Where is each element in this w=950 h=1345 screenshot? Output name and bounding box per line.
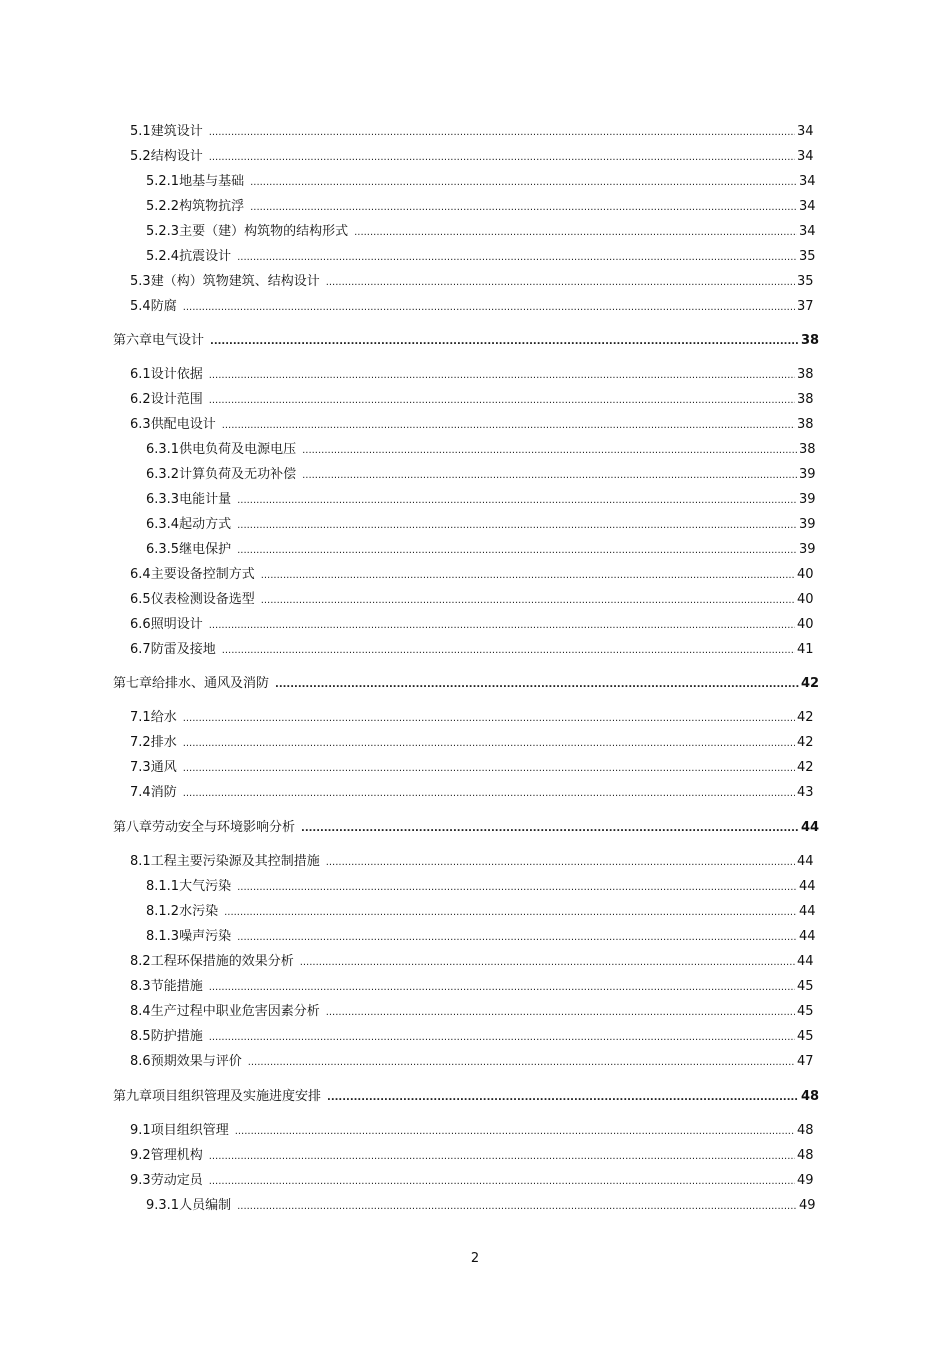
toc-entry-row[interactable] bbox=[130, 270, 813, 290]
toc-entry-row[interactable] bbox=[130, 706, 813, 726]
toc-dot-leader bbox=[275, 679, 799, 690]
toc-number: 8.4 bbox=[130, 1004, 151, 1019]
toc-number: 第六章 bbox=[113, 333, 153, 348]
toc-page-number: 44 bbox=[799, 879, 816, 894]
toc-title: 构筑物抗浮 bbox=[179, 199, 245, 214]
toc-title: 防护措施 bbox=[150, 1029, 203, 1044]
toc-entry-row[interactable] bbox=[130, 363, 813, 383]
toc-page-number: 47 bbox=[797, 1054, 814, 1069]
toc-page-number: 41 bbox=[797, 642, 814, 657]
toc-dot-leader bbox=[183, 738, 795, 749]
toc-page-number: 44 bbox=[799, 929, 816, 944]
toc-dot-leader bbox=[237, 495, 797, 506]
toc-title: 起动方式 bbox=[179, 517, 232, 532]
toc-dot-leader bbox=[210, 336, 799, 347]
toc-chapter-row[interactable] bbox=[113, 329, 820, 349]
toc-page-number: 48 bbox=[797, 1123, 814, 1138]
toc-page-number: 34 bbox=[797, 124, 814, 139]
toc-entry-row[interactable] bbox=[130, 1169, 813, 1189]
toc-entry-row[interactable] bbox=[130, 1050, 813, 1070]
toc-dot-leader bbox=[250, 177, 797, 188]
toc-number: 8.1.1 bbox=[146, 879, 180, 894]
toc-title: 电气设计 bbox=[152, 333, 205, 348]
toc-number: 5.2.4 bbox=[146, 249, 180, 264]
toc-number: 6.3 bbox=[130, 417, 151, 432]
toc-page-number: 35 bbox=[797, 274, 814, 289]
toc-title: 工程主要污染源及其控制措施 bbox=[150, 854, 320, 869]
toc-title: 继电保护 bbox=[179, 542, 232, 557]
toc-page-number: 38 bbox=[797, 417, 814, 432]
toc-dot-leader bbox=[301, 823, 799, 834]
toc-title: 电能计量 bbox=[179, 492, 232, 507]
toc-dot-leader bbox=[237, 520, 797, 531]
toc-entry-row[interactable] bbox=[130, 413, 813, 433]
toc-dot-leader bbox=[183, 302, 795, 313]
toc-page-number: 49 bbox=[799, 1198, 816, 1213]
toc-entry-row[interactable] bbox=[130, 950, 813, 970]
toc-entry-row[interactable] bbox=[130, 850, 813, 870]
toc-page-number: 39 bbox=[799, 467, 816, 482]
toc-title: 劳动安全与环境影响分析 bbox=[152, 820, 296, 835]
toc-page-number: 40 bbox=[797, 592, 814, 607]
toc-dot-leader bbox=[326, 1007, 795, 1018]
toc-dot-leader bbox=[248, 1057, 795, 1068]
toc-entry-row[interactable] bbox=[130, 975, 813, 995]
toc-title: 仪表检测设备选型 bbox=[150, 592, 255, 607]
toc-title: 供配电设计 bbox=[150, 417, 216, 432]
toc-dot-leader bbox=[354, 227, 797, 238]
toc-page-number: 40 bbox=[797, 617, 814, 632]
toc-entry-row[interactable] bbox=[146, 875, 815, 895]
toc-number: 8.3 bbox=[130, 979, 151, 994]
toc-number: 5.3 bbox=[130, 274, 151, 289]
toc-chapter-row[interactable] bbox=[113, 1085, 820, 1105]
toc-number: 8.5 bbox=[130, 1029, 151, 1044]
toc-entry-row[interactable] bbox=[146, 195, 815, 215]
toc-entry-row[interactable] bbox=[130, 613, 813, 633]
toc-page-number: 44 bbox=[801, 820, 820, 835]
toc-dot-leader bbox=[302, 470, 797, 481]
toc-entry-row[interactable] bbox=[130, 1000, 813, 1020]
toc-dot-leader bbox=[209, 620, 795, 631]
toc-dot-leader bbox=[237, 882, 797, 893]
toc-number: 6.1 bbox=[130, 367, 151, 382]
toc-number: 8.2 bbox=[130, 954, 151, 969]
toc-number: 8.6 bbox=[130, 1054, 151, 1069]
toc-entry-row[interactable] bbox=[130, 1144, 813, 1164]
toc-dot-leader bbox=[237, 545, 797, 556]
toc-dot-leader bbox=[237, 1201, 797, 1212]
toc-page-number: 39 bbox=[799, 492, 816, 507]
toc-title: 建筑设计 bbox=[150, 124, 203, 139]
toc-dot-leader bbox=[327, 1092, 799, 1103]
toc-title: 项目组织管理及实施进度安排 bbox=[152, 1089, 322, 1104]
toc-dot-leader bbox=[209, 152, 795, 163]
toc-page-number: 45 bbox=[797, 1004, 814, 1019]
toc-entry-row[interactable] bbox=[130, 781, 813, 801]
toc-title: 管理机构 bbox=[150, 1148, 203, 1163]
toc-entry-row[interactable] bbox=[130, 1119, 813, 1139]
toc-number: 5.2.3 bbox=[146, 224, 180, 239]
toc-dot-leader bbox=[209, 395, 795, 406]
toc-title: 主要设备控制方式 bbox=[150, 567, 255, 582]
toc-page-number: 42 bbox=[797, 735, 814, 750]
toc-title: 工程环保措施的效果分析 bbox=[150, 954, 294, 969]
toc-entry-row[interactable] bbox=[130, 145, 813, 165]
toc-title: 消防 bbox=[150, 785, 177, 800]
toc-dot-leader bbox=[237, 932, 797, 943]
toc-title: 供电负荷及电源电压 bbox=[179, 442, 297, 457]
toc-number: 5.4 bbox=[130, 299, 151, 314]
toc-number: 6.3.3 bbox=[146, 492, 180, 507]
toc-title: 防腐 bbox=[150, 299, 177, 314]
toc-title: 节能措施 bbox=[150, 979, 203, 994]
toc-page-number: 38 bbox=[801, 333, 820, 348]
toc-number: 8.1.3 bbox=[146, 929, 180, 944]
toc-number: 6.3.4 bbox=[146, 517, 180, 532]
toc-number: 5.1 bbox=[130, 124, 151, 139]
toc-number: 9.3.1 bbox=[146, 1198, 180, 1213]
toc-number: 6.3.2 bbox=[146, 467, 180, 482]
toc-entry-row[interactable] bbox=[146, 513, 815, 533]
toc-page-number: 38 bbox=[797, 392, 814, 407]
toc-page-number: 42 bbox=[797, 710, 814, 725]
toc-dot-leader bbox=[237, 252, 797, 263]
toc-dot-leader bbox=[209, 370, 795, 381]
toc-title: 设计范围 bbox=[150, 392, 203, 407]
toc-page-number: 48 bbox=[797, 1148, 814, 1163]
toc-page-number: 42 bbox=[801, 676, 820, 691]
toc-dot-leader bbox=[326, 857, 795, 868]
toc-number: 6.3.1 bbox=[146, 442, 180, 457]
toc-dot-leader bbox=[235, 1126, 795, 1137]
toc-title: 计算负荷及无功补偿 bbox=[179, 467, 297, 482]
toc-entry-row[interactable] bbox=[130, 1025, 813, 1045]
toc-page-number: 37 bbox=[797, 299, 814, 314]
toc-number: 9.1 bbox=[130, 1123, 151, 1138]
toc-title: 设计依据 bbox=[150, 367, 203, 382]
toc-page-number: 44 bbox=[797, 854, 814, 869]
toc-title: 大气污染 bbox=[179, 879, 232, 894]
toc-title: 劳动定员 bbox=[150, 1173, 203, 1188]
toc-dot-leader bbox=[261, 595, 795, 606]
toc-page-number: 42 bbox=[797, 760, 814, 775]
toc-number: 5.2.2 bbox=[146, 199, 180, 214]
toc-number: 6.6 bbox=[130, 617, 151, 632]
toc-number: 6.3.5 bbox=[146, 542, 180, 557]
toc-title: 噪声污染 bbox=[179, 929, 232, 944]
toc-title: 项目组织管理 bbox=[150, 1123, 229, 1138]
toc-entry-row[interactable] bbox=[146, 245, 815, 265]
toc-page-number: 39 bbox=[799, 542, 816, 557]
toc-dot-leader bbox=[209, 127, 795, 138]
toc-dot-leader bbox=[222, 420, 795, 431]
toc-number: 7.4 bbox=[130, 785, 151, 800]
toc-entry-row[interactable] bbox=[146, 488, 815, 508]
toc-title: 人员编制 bbox=[179, 1198, 232, 1213]
toc-number: 5.2.1 bbox=[146, 174, 180, 189]
page-number: 2 bbox=[470, 1251, 480, 1266]
toc-page-number: 49 bbox=[797, 1173, 814, 1188]
toc-dot-leader bbox=[300, 957, 795, 968]
toc-title: 生产过程中职业危害因素分析 bbox=[150, 1004, 320, 1019]
toc-entry-row[interactable] bbox=[130, 588, 813, 608]
toc-entry-row[interactable] bbox=[130, 756, 813, 776]
toc-page-number: 44 bbox=[797, 954, 814, 969]
toc-page-number: 44 bbox=[799, 904, 816, 919]
toc-page-number: 34 bbox=[799, 174, 816, 189]
toc-chapter-row[interactable] bbox=[113, 672, 820, 692]
toc-number: 第七章 bbox=[113, 676, 153, 691]
toc-page-number: 39 bbox=[799, 517, 816, 532]
toc-number: 5.2 bbox=[130, 149, 151, 164]
toc-number: 6.4 bbox=[130, 567, 151, 582]
toc-title: 照明设计 bbox=[150, 617, 203, 632]
toc-title: 抗震设计 bbox=[179, 249, 232, 264]
toc-title: 地基与基础 bbox=[179, 174, 245, 189]
toc-title: 水污染 bbox=[179, 904, 219, 919]
toc-page-number: 38 bbox=[797, 367, 814, 382]
toc-dot-leader bbox=[183, 763, 795, 774]
toc-dot-leader bbox=[209, 1176, 795, 1187]
toc-number: 第八章 bbox=[113, 820, 153, 835]
toc-entry-row[interactable] bbox=[146, 900, 815, 920]
toc-dot-leader bbox=[302, 445, 797, 456]
toc-entry-row[interactable] bbox=[130, 731, 813, 751]
toc-number: 6.7 bbox=[130, 642, 151, 657]
toc-page-number: 48 bbox=[801, 1089, 820, 1104]
toc-entry-row[interactable] bbox=[146, 1194, 815, 1214]
toc-dot-leader bbox=[209, 1151, 795, 1162]
toc-dot-leader bbox=[326, 277, 795, 288]
toc-number: 6.2 bbox=[130, 392, 151, 407]
toc-page-number: 40 bbox=[797, 567, 814, 582]
toc-number: 7.2 bbox=[130, 735, 151, 750]
toc-dot-leader bbox=[183, 713, 795, 724]
toc-number: 第九章 bbox=[113, 1089, 153, 1104]
toc-page-number: 34 bbox=[799, 199, 816, 214]
toc-title: 主要（建）构筑物的结构形式 bbox=[179, 224, 349, 239]
toc-page-number: 34 bbox=[797, 149, 814, 164]
toc-dot-leader bbox=[261, 570, 795, 581]
toc-title: 排水 bbox=[150, 735, 177, 750]
toc-page-number: 38 bbox=[799, 442, 816, 457]
toc-entry-row[interactable] bbox=[130, 563, 813, 583]
toc-entry-row[interactable] bbox=[146, 925, 815, 945]
toc-number: 6.5 bbox=[130, 592, 151, 607]
toc-title: 预期效果与评价 bbox=[150, 1054, 242, 1069]
toc-page-number: 45 bbox=[797, 979, 814, 994]
toc-dot-leader bbox=[250, 202, 797, 213]
toc-chapter-row[interactable] bbox=[113, 816, 820, 836]
toc-title: 防雷及接地 bbox=[150, 642, 216, 657]
toc-page-number: 45 bbox=[797, 1029, 814, 1044]
toc-number: 9.2 bbox=[130, 1148, 151, 1163]
toc-title: 给排水、通风及消防 bbox=[152, 676, 270, 691]
toc-title: 通风 bbox=[150, 760, 177, 775]
toc-page-number: 35 bbox=[799, 249, 816, 264]
toc-number: 7.3 bbox=[130, 760, 151, 775]
toc-number: 7.1 bbox=[130, 710, 151, 725]
toc-dot-leader bbox=[222, 645, 795, 656]
toc-number: 8.1.2 bbox=[146, 904, 180, 919]
toc-dot-leader bbox=[183, 788, 795, 799]
toc-page-number: 43 bbox=[797, 785, 814, 800]
toc-entry-row[interactable] bbox=[146, 463, 815, 483]
toc-entry-row[interactable] bbox=[146, 170, 815, 190]
toc-title: 给水 bbox=[150, 710, 177, 725]
toc-dot-leader bbox=[209, 982, 795, 993]
toc-entry-row[interactable] bbox=[130, 295, 813, 315]
toc-number: 8.1 bbox=[130, 854, 151, 869]
toc-number: 9.3 bbox=[130, 1173, 151, 1188]
toc-entry-row[interactable] bbox=[146, 538, 815, 558]
toc-entry-row[interactable] bbox=[146, 220, 815, 240]
toc-page-number: 34 bbox=[799, 224, 816, 239]
toc-title: 结构设计 bbox=[150, 149, 203, 164]
toc-entry-row[interactable] bbox=[130, 388, 813, 408]
toc-title: 建（构）筑物建筑、结构设计 bbox=[150, 274, 320, 289]
toc-dot-leader bbox=[224, 907, 797, 918]
toc-entry-row[interactable] bbox=[146, 438, 815, 458]
toc-entry-row[interactable] bbox=[130, 120, 813, 140]
toc-dot-leader bbox=[209, 1032, 795, 1043]
toc-entry-row[interactable] bbox=[130, 638, 813, 658]
